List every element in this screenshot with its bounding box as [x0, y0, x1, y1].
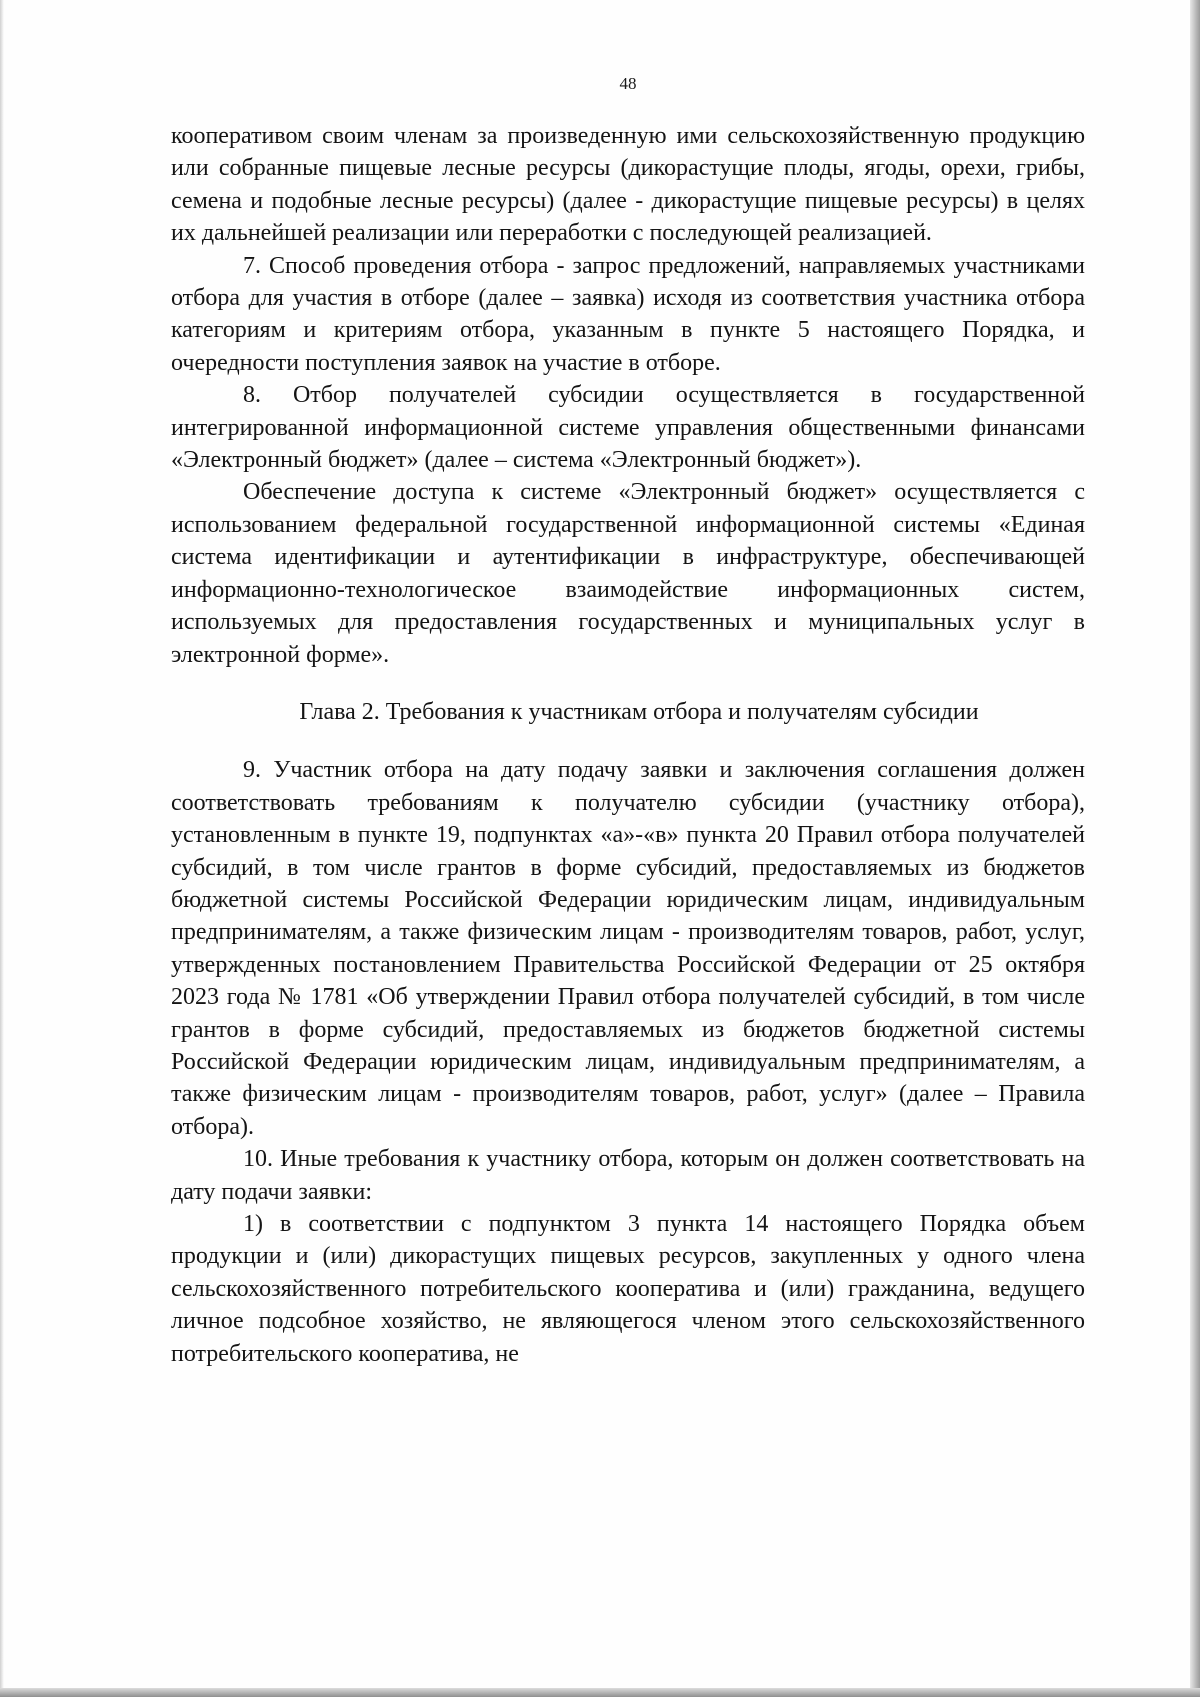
- paragraph-access: Обеспечение доступа к системе «Электронный бюджет» осуществляется с использованием федеральной государственной информационной системы «Единая система идентификации и аутентификации в инфраструктуре, обеспечивающей информационно-технологическое взаимодействие информационных систем, используемых для предоставления государственных и муниципальных услуг в электронной форме».: [171, 479, 1085, 668]
- paragraph-item-9: 9. Участник отбора на дату подачу заявки и заключения соглашения должен соответствовать требованиям к получателю субсидии (участнику отбора), установленным в пункте 19, подпунктах «а»-«в» пункта 20 Правил отбора получателей субсидий, в том числе грантов в форме субсидий, предоставляемых из бюджетов бюджетной системы Российской Федерации юридическим лицам, индивидуальным предпринимателям, а также физическим лицам - производителям товаров, работ, услуг, утвержденных постановлением Правительства Российской Федерации от 25 октября 2023 года № 1781 «Об утверждении Правил отбора получателей субсидий, в том числе грантов в форме субсидий, предоставляемых из бюджетов бюджетной системы Российской Федерации юридическим лицам, индивидуальным предпринимателям, а также физическим лицам - производителям товаров, работ, услуг» (далее – Правила отбора).: [171, 757, 1085, 1140]
- scan-right-edge: [1190, 0, 1200, 1697]
- page-number: 48: [619, 74, 637, 93]
- scan-left-shadow: [0, 0, 4, 1697]
- paragraph-item-8: 8. Отбор получателей субсидии осуществляется в государственной интегрированной информационной системе управления общественными финансами «Электронный бюджет» (далее – система «Электронный бюджет»).: [171, 382, 1085, 474]
- scan-bottom-edge: [0, 1688, 1200, 1697]
- paragraph-continuation: кооперативом своим членам за произведенную ими сельскохозяйственную продукцию или собранные пищевые лесные ресурсы (дикорастущие плоды, ягоды, орехи, грибы, семена и подобные лесные ресурсы) (далее - дикорастущие пищевые ресурсы) в целях их дальнейшей реализации или переработки с последующей реализацией.: [171, 123, 1085, 247]
- document-body: [171, 120, 1085, 1370]
- chapter-heading: Глава 2. Требования к участникам отбора и получателям субсидии: [299, 698, 979, 725]
- paragraph-subitem-1: 1) в соответствии с подпунктом 3 пункта 14 настоящего Порядка объем продукции и (или) дикорастущих пищевых ресурсов, закупленных у одного члена сельскохозяйственного потребительского кооператива и (или) гражданина, ведущего личное подсобное хозяйство, не являющегося членом этого сельскохозяйственного потребительского кооператива, не: [171, 1211, 1085, 1367]
- paragraph-item-10: 10. Иные требования к участнику отбора, которым он должен соответствовать на дату подачи заявки:: [171, 1146, 1085, 1205]
- paragraph-item-7: 7. Способ проведения отбора - запрос предложений, направляемых участниками отбора для участия в отборе (далее – заявка) исходя из соответствия участника отбора категориям и критериям отбора, указанным в пункте 5 настоящего Порядка, и очередности поступления заявок на участие в отборе.: [171, 252, 1085, 376]
